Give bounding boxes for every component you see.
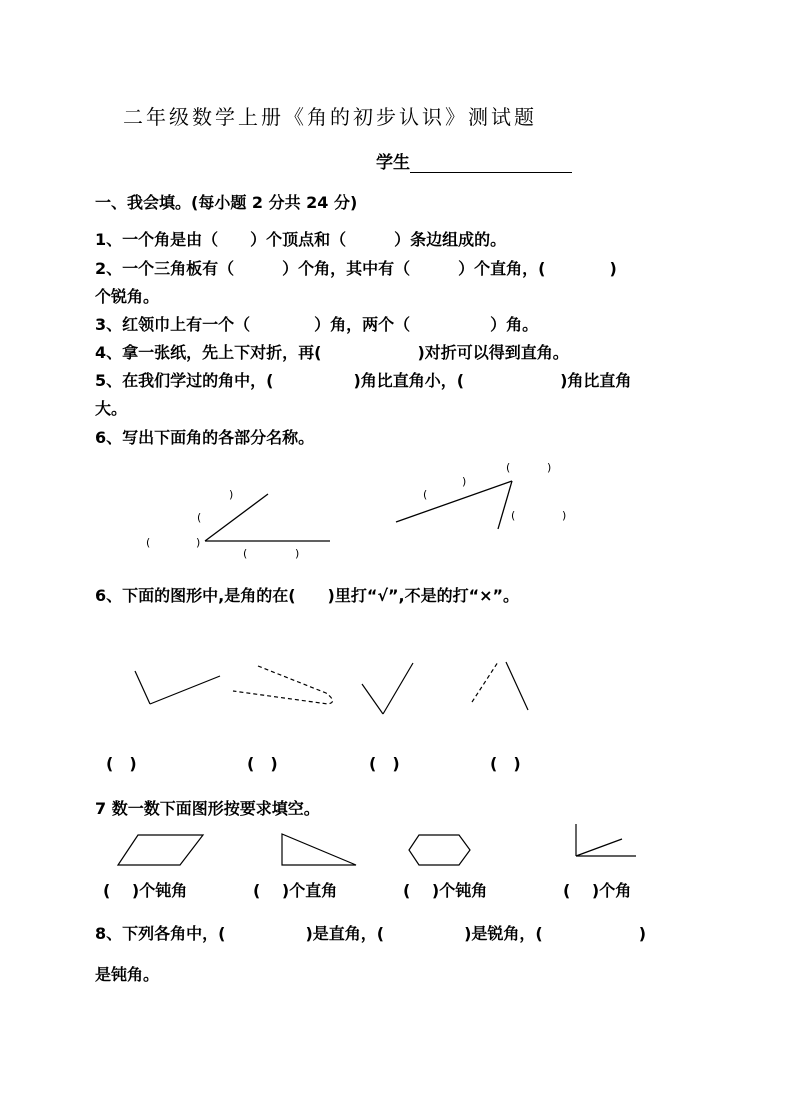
- svg-text:(: (: [146, 536, 151, 549]
- q7-label-4: ( )个角: [563, 881, 632, 900]
- figure-angle-1: [130, 665, 225, 710]
- question-3: 3、红领巾上有一个（ ）角，两个（ ）角。: [95, 315, 539, 334]
- question-7: 7 数一数下面图形按要求填空。: [95, 799, 320, 818]
- svg-text:(: (: [506, 461, 511, 474]
- question-1: 1、一个角是由（ ）个顶点和（ ）条边组成的。: [95, 230, 507, 249]
- q7-label-3: ( )个钝角: [403, 881, 488, 900]
- angle-diagram-1: [140, 480, 340, 565]
- question-2-cont: 个锐角。: [95, 287, 160, 306]
- q7-label-2: ( )个直角: [253, 881, 338, 900]
- svg-text:(: (: [243, 547, 248, 560]
- question-2: 2、一个三角板有（ ）个角，其中有（ ）个直角，( ): [95, 259, 617, 278]
- parallelogram-shape: [115, 832, 207, 868]
- answer-paren-1[interactable]: ( ): [106, 754, 137, 773]
- answer-paren-4[interactable]: ( ): [490, 754, 521, 773]
- question-6: 6、写出下面角的各部分名称。: [95, 428, 315, 447]
- answer-paren-3[interactable]: ( ): [369, 754, 400, 773]
- svg-text:): ): [196, 536, 201, 549]
- figure-angle-4: [468, 658, 533, 713]
- figure-angle-3: [358, 660, 418, 718]
- svg-text:): ): [562, 509, 567, 522]
- answer-paren-2[interactable]: ( ): [247, 754, 278, 773]
- question-5-cont: 大。: [95, 399, 128, 418]
- question-4: 4、拿一张纸，先上下对折，再( )对折可以得到直角。: [95, 343, 569, 362]
- right-triangle-shape: [280, 832, 360, 868]
- figure-curved-dashed: [230, 660, 340, 708]
- angle-shape: [572, 822, 642, 860]
- section-heading: 一、我会填。(每小题 2 分共 24 分): [95, 193, 358, 212]
- hexagon-shape: [407, 833, 473, 867]
- angle-diagram-2: [390, 455, 580, 540]
- svg-text:(: (: [511, 509, 516, 522]
- question-8-cont: 是钝角。: [95, 965, 160, 984]
- svg-text:): ): [547, 461, 552, 474]
- question-8: 8、下列各角中，( )是直角，( )是锐角，( ): [95, 924, 647, 943]
- svg-text:): ): [462, 475, 467, 488]
- svg-text:): ): [295, 547, 300, 560]
- student-field: [376, 148, 572, 173]
- svg-text:): ): [229, 488, 234, 501]
- student-label: 学生: [376, 153, 410, 173]
- page-title: 二年级数学上册《角的初步认识》测试题: [123, 105, 537, 129]
- q7-label-1: ( )个钝角: [103, 881, 188, 900]
- student-name-line[interactable]: [410, 154, 572, 173]
- question-6b: 6、下面的图形中,是角的在( )里打“√”,不是的打“×”。: [95, 586, 520, 605]
- question-5: 5、在我们学过的角中，( )角比直角小，( )角比直角: [95, 371, 632, 390]
- svg-text:(: (: [197, 511, 202, 524]
- svg-text:(: (: [423, 488, 428, 501]
